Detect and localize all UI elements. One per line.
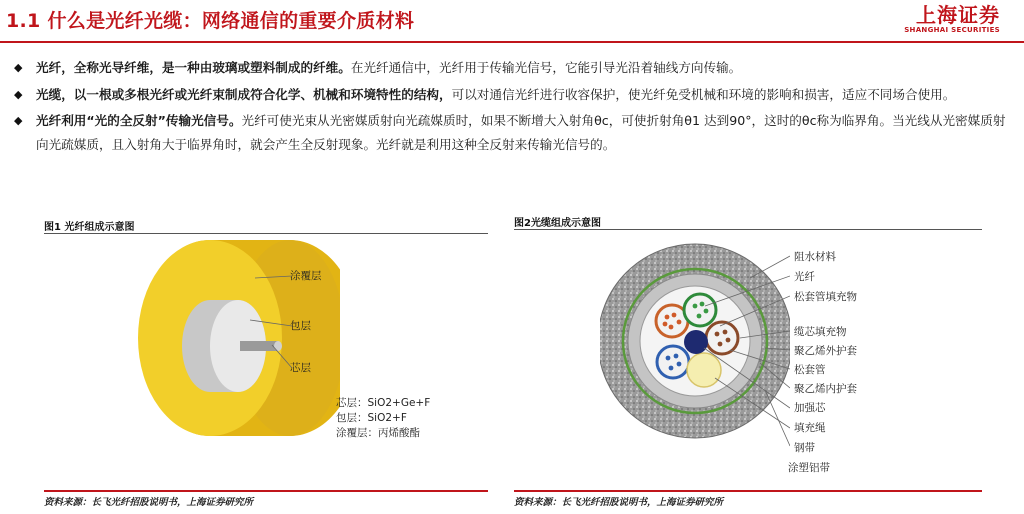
figure2-top-line bbox=[514, 229, 982, 230]
filler-rope bbox=[687, 353, 721, 387]
diamond-bullet-icon: ◆ bbox=[14, 61, 23, 74]
loose-tube bbox=[657, 346, 689, 378]
logo-english: SHANGHAI SECURITIES bbox=[904, 26, 1000, 34]
bullet-item bbox=[12, 109, 1012, 156]
cable-label: 填充绳 bbox=[794, 422, 826, 434]
figure2-bottom-rule bbox=[514, 490, 982, 492]
bullet-text: 可以对通信光纤进行收容保护，使光纤免受机械和环境的影响和损害，适应不同场合使用。 bbox=[451, 86, 956, 102]
bullet-bold-text: 光纤利用“光的全反射”传输光信号。 bbox=[36, 113, 242, 128]
composition-cladding: 包层：SiO2+F bbox=[336, 412, 407, 424]
cable-label: 钢带 bbox=[794, 442, 815, 454]
cable-label: 缆芯填充物 bbox=[794, 326, 847, 338]
cable-label: 聚乙烯内护套 bbox=[794, 383, 857, 395]
cable-label: 涂塑铝带 bbox=[788, 462, 830, 474]
strength-member bbox=[684, 330, 708, 354]
page-title: 1.1 什么是光纤光缆：网络通信的重要介质材料 bbox=[6, 10, 415, 32]
composition-coating: 涂覆层：丙烯酸酯 bbox=[336, 427, 420, 439]
bullet-list bbox=[12, 56, 1012, 159]
diamond-bullet-icon: ◆ bbox=[14, 87, 23, 101]
cable-label: 聚乙烯外护套 bbox=[794, 345, 857, 357]
bullet-bold-text: 光纤，全称光导纤维，是一种由玻璃或塑料制成的纤维。 bbox=[36, 60, 351, 75]
figure2-caption: 图2光缆组成示意图 bbox=[514, 218, 601, 229]
loose-tube bbox=[706, 322, 738, 354]
brand-logo bbox=[904, 4, 1000, 35]
fiber-label-cladding: 包层 bbox=[290, 320, 311, 332]
cable-label: 加强芯 bbox=[794, 402, 826, 414]
figure1-bottom-rule bbox=[44, 490, 488, 492]
bullet-item bbox=[12, 83, 1012, 107]
bullet-bold-text: 光缆，以一根或多根光纤或光纤束制成符合化学、机械和环境特性的结构， bbox=[36, 86, 452, 102]
loose-tube bbox=[684, 294, 716, 326]
fiber-label-coating: 涂覆层 bbox=[290, 270, 322, 282]
diamond-bullet-icon: ◆ bbox=[14, 114, 23, 127]
bullet-text: 光纤可使光束从光密媒质射向光疏媒质时，如果不断增大入射角θc，可使折射角θ1 达到90°，这时的θc称为临界角。当光线从光密媒质射向光疏媒质，且入射角大于临界角时，就会产生全反射现象。光纤就是利用这种全反射来传输光信号的。 bbox=[36, 113, 1006, 152]
core-face bbox=[274, 341, 282, 351]
figure2-source: 资料来源：长飞光纤招股说明书，上海证券研究所 bbox=[514, 497, 724, 508]
cable-label: 光纤 bbox=[794, 271, 815, 283]
figure1-caption: 图1 光纤组成示意图 bbox=[44, 222, 135, 233]
bullet-text: 在光纤通信中，光纤用于传输光信号，它能引导光沿着轴线方向传输。 bbox=[350, 60, 742, 75]
cable-label: 松套管 bbox=[794, 364, 826, 376]
logo-chinese: 上海证券 bbox=[916, 3, 1000, 27]
cable-illustration bbox=[600, 238, 790, 448]
cable-label: 阻水材料 bbox=[794, 251, 836, 263]
bullet-item bbox=[12, 56, 1012, 80]
figure1-top-line bbox=[44, 233, 488, 234]
cable-label: 松套管填充物 bbox=[794, 291, 857, 303]
header-divider bbox=[0, 41, 1024, 43]
figure1-source: 资料来源：长飞光纤招股说明书，上海证券研究所 bbox=[44, 497, 254, 508]
core-body bbox=[240, 341, 278, 351]
fiber-label-core: 芯层 bbox=[290, 362, 311, 374]
composition-core: 芯层：SiO2+Ge+F bbox=[336, 397, 431, 409]
